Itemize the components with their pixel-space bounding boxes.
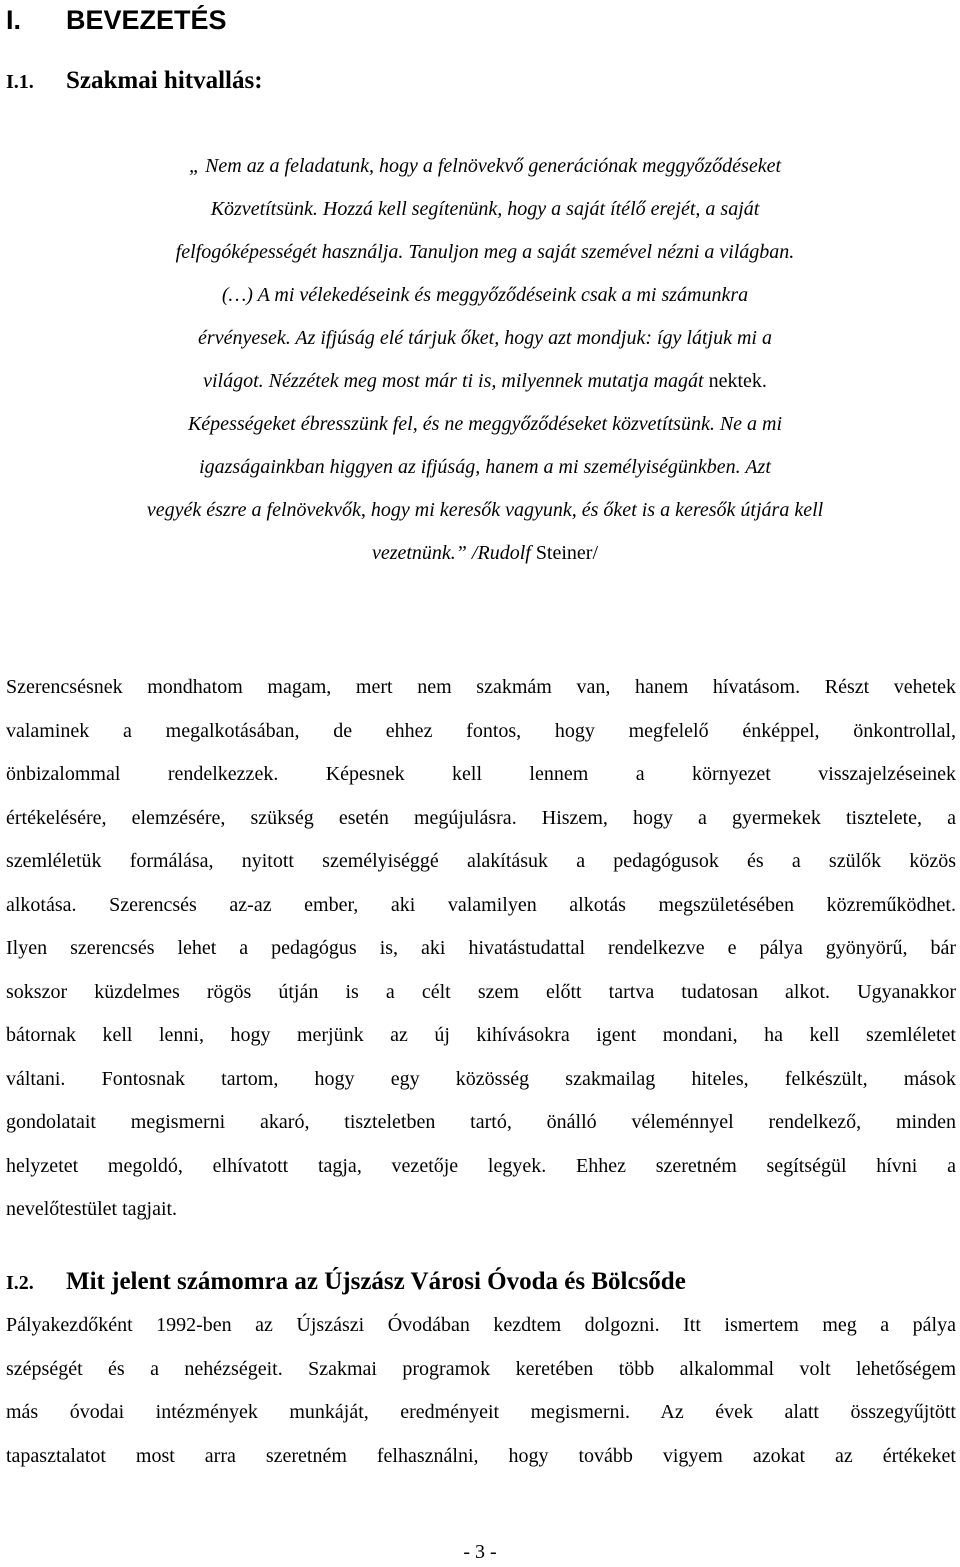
quote-line: Közvetítsünk. Hozzá kell segítenünk, hogy a saját ítélő erejét, a saját bbox=[210, 198, 760, 220]
steiner-quote bbox=[30, 145, 940, 575]
paragraph-line: más óvodai intézmények munkáját, eredményeit megismerni. Az évek alatt összegyűjtött bbox=[6, 1401, 956, 1423]
quote-line: „ Nem az a feladatunk, hogy a felnövekvő generációnak meggyőződéseket bbox=[188, 155, 782, 177]
paragraph-line: Szerencsésnek mondhatom magam, mert nem szakmám van, hanem hívatásom. Részt vehetek bbox=[6, 676, 956, 698]
chapter-heading bbox=[6, 2, 227, 38]
paragraph-line: szépségét és a nehézségeit. Szakmai programok keretében több alkalommal volt lehetőségem bbox=[6, 1357, 956, 1380]
section-title: Szakmai hitvallás: bbox=[66, 67, 263, 94]
paragraph-line: gondolatait megismerni akaró, tiszteletben tartó, önálló véleménnyel rendelkező, minden bbox=[6, 1111, 956, 1133]
quote-attribution-line bbox=[30, 532, 940, 575]
section-heading-2 bbox=[6, 1265, 686, 1302]
section-title: Mit jelent számomra az Újszász Városi Óvoda és Bölcsőde bbox=[66, 1268, 686, 1295]
paragraph-hitvallas bbox=[6, 666, 956, 1232]
quote-line-italic: világot. Nézzétek meg most már ti is, milyennek mutatja magát bbox=[203, 370, 704, 392]
paragraph-line: bátornak kell lenni, hogy merjünk az új kihívásokra igent mondani, ha kell szemléletet bbox=[6, 1024, 956, 1046]
paragraph-ovoda bbox=[6, 1304, 956, 1478]
chapter-number: I. bbox=[6, 5, 22, 35]
paragraph-line: önbizalommal rendelkezzek. Képesnek kell lennem a környezet visszajelzéseinek bbox=[6, 763, 956, 785]
quote-line: vegyék észre a felnövekvők, hogy mi keresők vagyunk, és őket is a keresők útjára kell bbox=[146, 499, 824, 521]
paragraph-line: szemléletük formálása, nyitott személyiséggé alakításuk a pedagógusok és a szülők közös bbox=[6, 850, 956, 872]
paragraph-line: értékelésére, elemzésére, szükség esetén megújulásra. Hiszem, hogy a gyermekek tisztelete, a bbox=[6, 806, 956, 829]
quote-line: (…) A mi vélekedéseink és meggyőződéseink csak a mi számunkra bbox=[221, 284, 749, 306]
paragraph-line: helyzetet megoldó, elhívatott tagja, vezetője legyek. Ehhez szeretném segítségül hívni a bbox=[6, 1154, 956, 1177]
paragraph-line: Ilyen szerencsés lehet a pedagógus is, aki hivatástudattal rendelkezve e pálya gyönyörű, bár bbox=[6, 937, 956, 959]
paragraph-line: alkotása. Szerencsés az-az ember, aki valamilyen alkotás megszületésében közreműködhet. bbox=[6, 893, 956, 916]
section-number: I.1. bbox=[6, 71, 34, 93]
chapter-title: BEVEZETÉS bbox=[66, 5, 227, 35]
quote-end-italic: vezetnünk.” /Rudolf bbox=[371, 542, 531, 564]
quote-line: Képességeket ébresszünk fel, és ne meggyőződéseket közvetítsünk. Ne a mi bbox=[187, 413, 783, 435]
quote-line: igazságainkban higgyen az ifjúság, hanem a mi személyiségünkben. Azt bbox=[199, 456, 771, 478]
quote-line: felfogóképességét használja. Tanuljon meg a saját szemével nézni a világban. bbox=[175, 241, 795, 263]
paragraph-line: valaminek a megalkotásában, de ehhez fontos, hogy megfelelő énképpel, önkontrollal, bbox=[6, 719, 956, 742]
section-number: I.2. bbox=[6, 1272, 34, 1294]
quote-line-upright: nektek. bbox=[703, 370, 767, 392]
quote-line: érvényesek. Az ifjúság elé tárjuk őket, hogy azt mondjuk: így látjuk mi a bbox=[198, 327, 772, 349]
paragraph-line: sokszor küzdelmes rögös útján is a célt szem előtt tartva tudatosan alkot. Ugyanakkor bbox=[6, 980, 956, 1003]
quote-line bbox=[30, 360, 940, 403]
page-number: - 3 - bbox=[463, 1541, 497, 1563]
paragraph-line: nevelőtestület tagjait. bbox=[6, 1198, 178, 1220]
paragraph-line: tapasztalatot most arra szeretném felhasználni, hogy tovább vigyem azokat az értékeket bbox=[6, 1444, 956, 1467]
paragraph-line: Pályakezdőként 1992-ben az Újszászi Óvodában kezdtem dolgozni. Itt ismertem meg a pálya bbox=[6, 1314, 956, 1336]
paragraph-line: váltani. Fontosnak tartom, hogy egy közösség szakmailag hiteles, felkészült, mások bbox=[6, 1067, 956, 1090]
quote-author: Steiner/ bbox=[530, 542, 599, 564]
section-heading-1 bbox=[6, 64, 263, 101]
